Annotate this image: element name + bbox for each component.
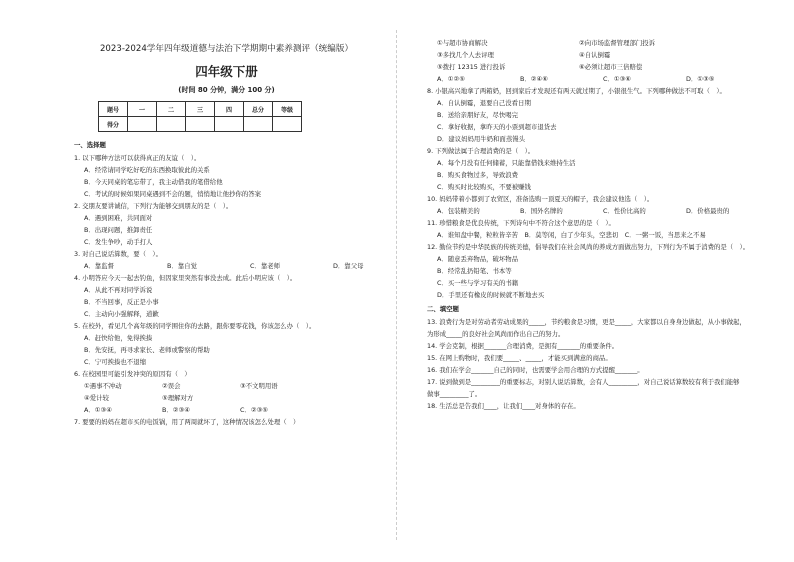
option: D．价格最贵的 bbox=[686, 207, 730, 215]
option: A．自认倒霉，退要自己没看日期 bbox=[437, 99, 531, 107]
score-input-cell[interactable] bbox=[244, 117, 273, 132]
score-input-cell[interactable] bbox=[157, 117, 186, 132]
question-stem: 12. 勤俭节约是中华民族的传统美德，倡导我们在社会风尚的养成方面做出努力，下列行为不属于消费的是（ ）。 bbox=[427, 243, 750, 251]
option: ④自认倒霉 bbox=[579, 51, 611, 59]
option: C．购买时比较购买，不要被赚钱 bbox=[437, 183, 531, 191]
option: A．①②⑤ bbox=[437, 75, 465, 83]
option: C．②③⑤ bbox=[240, 406, 269, 414]
score-input-cell[interactable] bbox=[128, 117, 157, 132]
option: ①与超市协商解决 bbox=[437, 39, 488, 47]
score-table-cell: 得分 bbox=[99, 117, 128, 132]
question-stem: 9. 下列做法属于合理消费的是（ ）。 bbox=[427, 147, 535, 155]
question-stem: 8. 小银高兴地拿了两箱奶，回到家后才发现还有两天就过期了，小银很生气。下列哪种做法不可取（ ）。 bbox=[427, 87, 726, 95]
score-table-cell: 总分 bbox=[244, 102, 273, 117]
score-table-cell: 题号 bbox=[99, 102, 128, 117]
option: ⑤拨打 12315 进行投诉 bbox=[437, 63, 506, 71]
option: C．①③⑥ bbox=[603, 75, 632, 83]
option: A．①③④ bbox=[84, 406, 112, 414]
option-row bbox=[437, 74, 770, 84]
question-stem: 7. 要要的妈妈在超市买的电饭锅，用了两周就坏了，这种情况该怎么处理（ ） bbox=[74, 418, 300, 426]
option: B．送给亲朋好友，尽快喝完 bbox=[437, 111, 519, 119]
score-input-cell[interactable] bbox=[186, 117, 215, 132]
option: B．不当回事，反正是小事 bbox=[84, 298, 159, 306]
option: C．拿好收据，拿昨天的小票到超市退货去 bbox=[437, 123, 557, 131]
right-page bbox=[397, 0, 794, 562]
option: B．②④⑥ bbox=[520, 75, 548, 83]
option: ⑤理解对方 bbox=[162, 394, 194, 402]
option-row bbox=[437, 206, 770, 216]
option: ⑥必须让超市三倍赔偿 bbox=[579, 63, 643, 71]
fill-blank-item: 15. 在网上购物时，我们要_____、_____，才能买到满意的商品。 bbox=[427, 354, 612, 362]
option: ①遇事不冲动 bbox=[84, 382, 122, 390]
fill-blank-item: 做事_________了。 bbox=[427, 390, 482, 398]
option: A．靠监督 bbox=[84, 262, 114, 270]
option-row bbox=[437, 62, 770, 72]
option-row bbox=[437, 50, 770, 60]
question-stem: 4. 小明答应今天一起去钓鱼，但因家里突然有事没去成。此后小明应该（ ）。 bbox=[74, 274, 297, 282]
option: B．出现问题，推卸责任 bbox=[84, 226, 153, 234]
option: D．①③⑤ bbox=[686, 75, 715, 83]
option: ②误会 bbox=[162, 382, 181, 390]
question-stem: 6. 在校园里可能引发冲突的原因有（ ） bbox=[74, 370, 191, 378]
question-stem: 2. 交朋友要讲诚信，下列行为能够交到朋友的是（ ）。 bbox=[74, 202, 233, 210]
fill-blank-item: 为形成_____的良好社会风尚而作出自己的努力。 bbox=[427, 330, 565, 338]
option-row bbox=[84, 405, 379, 415]
option: A．经常请同学吃好吃的东西换取彼此的关系 bbox=[84, 166, 210, 174]
option: ③不文明用语 bbox=[240, 382, 278, 390]
section-title: 二、填空题 bbox=[427, 305, 459, 313]
score-table-header-row bbox=[99, 102, 302, 117]
fill-blank-item: 14. 学会克制，根据_______合理消费，是拥有_______的重要条件。 bbox=[427, 342, 619, 350]
question-stem: 11. 珍惜粮食是优良传统，下列诗句中不符合这个意思的是（ ）。 bbox=[427, 219, 615, 227]
option: ④爱计较 bbox=[84, 394, 109, 402]
option: C．买一些与学习有关的书籍 bbox=[437, 279, 519, 287]
score-table-score-row bbox=[99, 117, 302, 132]
option: B．靠自觉 bbox=[167, 262, 197, 270]
score-table-cell: 二 bbox=[157, 102, 186, 117]
option-row bbox=[437, 38, 770, 48]
fill-blank-item: 13. 浪费行为是对劳动者劳动成果的_____，节约粮食是习惯，更是_____，大家都以自身身边做起，从小事做起， bbox=[427, 318, 746, 326]
score-table bbox=[98, 101, 302, 132]
section-title: 一、选择题 bbox=[74, 141, 106, 149]
option-row bbox=[84, 393, 379, 403]
option: B．②③④ bbox=[162, 406, 190, 414]
score-table-cell: 四 bbox=[215, 102, 244, 117]
option: A．随意丢弃物品，破坏物品 bbox=[437, 255, 519, 263]
option: D．手里还有橡皮的时候就不断地去买 bbox=[437, 291, 545, 299]
option-row bbox=[84, 381, 379, 391]
option: A．赶快给他，免得挨揍 bbox=[84, 334, 153, 342]
fill-blank-item: 17. 说到做到是_________的重要标志，对别人说话算数，会有人_________，对自己说话算数较有利于我们能够 bbox=[427, 378, 740, 386]
score-input-cell[interactable] bbox=[273, 117, 302, 132]
score-input-cell[interactable] bbox=[215, 117, 244, 132]
option: A．遇到困难，共同面对 bbox=[84, 214, 153, 222]
option: B．购买食物过多，导致浪费 bbox=[437, 171, 519, 179]
option: D．靠父母 bbox=[333, 262, 364, 270]
exam-title: 2023-2024学年四年级道德与法治下学期期中素养测评（统编版） bbox=[99, 44, 354, 54]
fill-blank-item: 16. 我们在学会_______自己的同时，也需要学会用合理的方式提醒_______。 bbox=[427, 366, 644, 374]
question-stem: 5. 在校外，看见几个高年级的同学围住你的去路，跟你要零花钱，你该怎么办（ ）。 bbox=[74, 322, 316, 330]
option: B．国外名牌的 bbox=[520, 207, 563, 215]
option-row bbox=[84, 261, 379, 271]
option: B．今天同桌的笔忘带了，我主动借我的笔借给他 bbox=[84, 178, 223, 186]
option: C．考试的时候如果同桌遇到不会的题，悄悄地让他抄你的答案 bbox=[84, 190, 262, 198]
option: A．每个月没有任何储蓄，只能靠借钱来维持生活 bbox=[437, 159, 576, 167]
option: C．主动向小强解释，道歉 bbox=[84, 310, 159, 318]
question-stem: 1. 以下哪种方法可以获得真正的友谊（ ）。 bbox=[74, 154, 201, 162]
grade-heading: 四年级下册 bbox=[195, 64, 258, 79]
option: A．谁知盘中餐，粒粒皆辛苦 B．莫等闲，白了少年头，空悲切 C．一粥一饭，当思来之不易 bbox=[437, 231, 706, 239]
option: A．包装精美的 bbox=[437, 207, 480, 215]
option: C．靠老师 bbox=[250, 262, 281, 270]
option: B．先安抚，再寻求家长、老师或警察的帮助 bbox=[84, 346, 210, 354]
option: ③多找几个人去评理 bbox=[437, 51, 494, 59]
option: D．建议妈妈用牛奶和面蒸馒头 bbox=[437, 135, 525, 143]
option: ②向市场监督管理部门投诉 bbox=[579, 39, 656, 47]
score-table-cell: 一 bbox=[128, 102, 157, 117]
option: C．性价比高的 bbox=[603, 207, 646, 215]
option: A．从此不再对同学诉说 bbox=[84, 286, 153, 294]
option: B．经常乱扔铅笔、书本等 bbox=[437, 267, 512, 275]
option: C．发生争吵，动手打人 bbox=[84, 238, 153, 246]
score-table-cell: 三 bbox=[186, 102, 215, 117]
exam-meta: (时间 80 分钟，满分 100 分) bbox=[178, 86, 275, 94]
option: C．宁可挨揍也不退缩 bbox=[84, 358, 146, 366]
fill-blank-item: 18. 生活总是告我们____，让我们____对身体的存在。 bbox=[427, 402, 580, 410]
question-stem: 10. 妈妈带着小都到了农贸区，准备选购一顶夏天的帽子，我会建议他选（ ）。 bbox=[427, 195, 654, 203]
score-table-cell: 等级 bbox=[273, 102, 302, 117]
question-stem: 3. 对自己说话算数，要（ ）。 bbox=[74, 250, 163, 258]
